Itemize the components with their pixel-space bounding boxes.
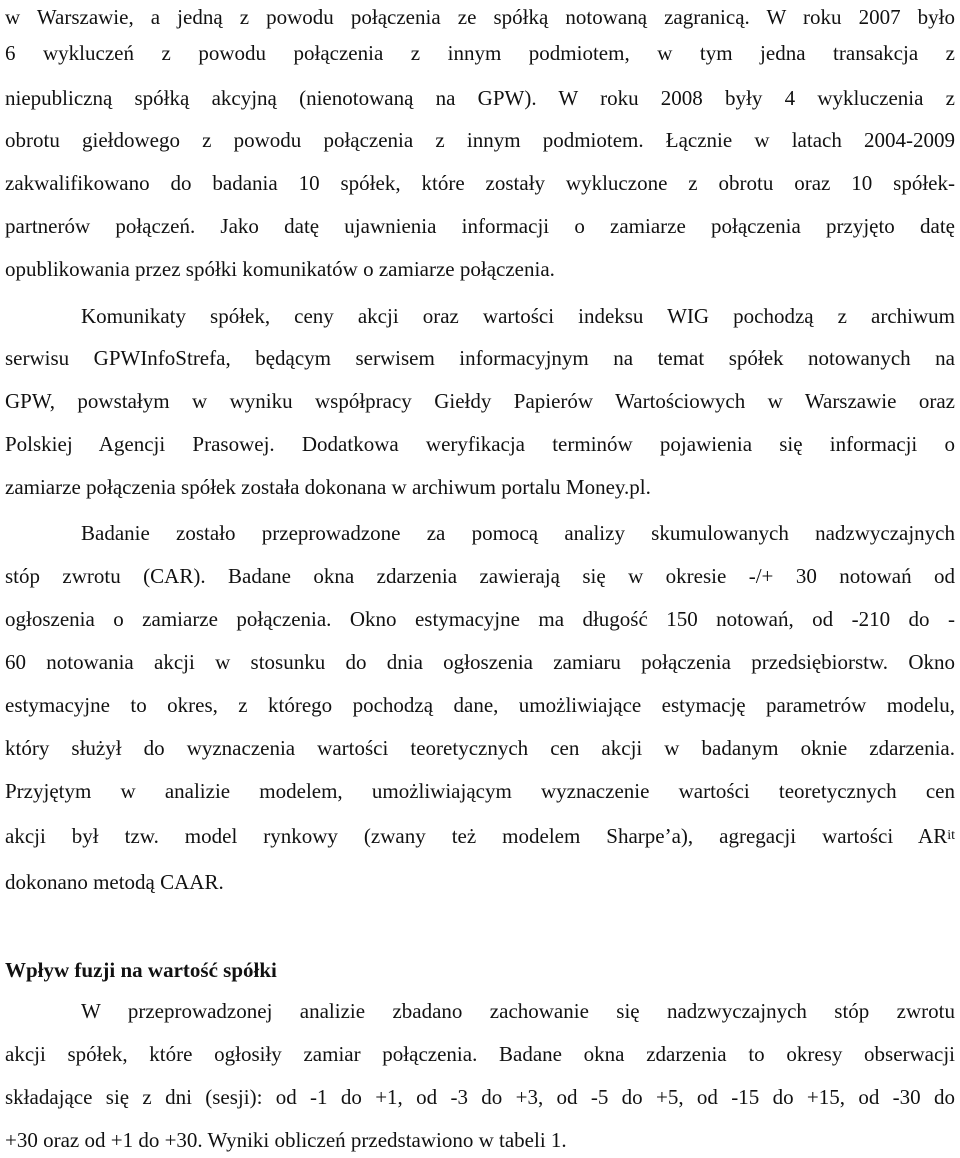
text-line: Przyjętym w analizie modelem, umożliwiającym wyznaczenie wartości teoretycznych cen	[5, 779, 955, 803]
text-line: Komunikaty spółek, ceny akcji oraz wartości indeksu WIG pochodzą z archiwum	[81, 304, 955, 328]
text-line: niepubliczną spółką akcyjną (nienotowaną na GPW). W roku 2008 były 4 wykluczenia z	[5, 86, 955, 110]
text-line: partnerów połączeń. Jako datę ujawnienia informacji o zamiarze połączenia przyjęto datę	[5, 214, 955, 238]
text-line: GPW, powstałym w wyniku współpracy Giełdy Papierów Wartościowych w Warszawie oraz	[5, 389, 955, 413]
text-line: stóp zwrotu (CAR). Badane okna zdarzenia zawierają się w okresie -/+ 30 notowań od	[5, 564, 955, 588]
text-line: serwisu GPWInfoStrefa, będącym serwisem informacyjnym na temat spółek notowanych na	[5, 346, 955, 370]
text-line: Badanie zostało przeprowadzone za pomocą analizy skumulowanych nadzwyczajnych	[81, 521, 955, 545]
text-line: ogłoszenia o zamiarze połączenia. Okno estymacyjne ma długość 150 notowań, od -210 do -	[5, 607, 955, 631]
text-line: W przeprowadzonej analizie zbadano zachowanie się nadzwyczajnych stóp zwrotu	[81, 999, 955, 1023]
text-line: który służył do wyznaczenia wartości teoretycznych cen akcji w badanym oknie zdarzenia.	[5, 736, 955, 760]
text-line: obrotu giełdowego z powodu połączenia z innym podmiotem. Łącznie w latach 2004-2009	[5, 128, 955, 152]
text-line: +30 oraz od +1 do +30. Wyniki obliczeń przedstawiono w tabeli 1.	[5, 1128, 567, 1152]
text-line: w Warszawie, a jedną z powodu połączenia ze spółką notowaną zagranicą. W roku 2007 było	[5, 5, 955, 29]
text-line: estymacyjne to okres, z którego pochodzą dane, umożliwiające estymację parametrów modelu,	[5, 693, 955, 717]
text-line: opublikowania przez spółki komunikatów o zamiarze połączenia.	[5, 257, 555, 281]
text-line: zamiarze połączenia spółek została dokonana w archiwum portalu Money.pl.	[5, 475, 651, 499]
text-line: 60 notowania akcji w stosunku do dnia ogłoszenia zamiaru połączenia przedsiębiorstw. Okno	[5, 650, 955, 674]
text-line: zakwalifikowano do badania 10 spółek, które zostały wykluczone z obrotu oraz 10 spółek-	[5, 171, 955, 195]
ar-subscript: it	[947, 828, 955, 843]
text-line: akcji spółek, które ogłosiły zamiar połączenia. Badane okna zdarzenia to okresy obserwacji	[5, 1042, 955, 1066]
text-line	[5, 821, 955, 851]
ar-line-text: akcji był tzw. model rynkowy (zwany też modelem Sharpe’a), agregacji wartości AR	[5, 824, 948, 848]
text-line: składające się z dni (sesji): od -1 do +1, od -3 do +3, od -5 do +5, od -15 do +15, od -30 do	[5, 1085, 955, 1109]
text-line: Polskiej Agencji Prasowej. Dodatkowa weryfikacja terminów pojawienia się informacji o	[5, 432, 955, 456]
section-heading: Wpływ fuzji na wartość spółki	[5, 958, 277, 982]
text-line: dokonano metodą CAAR.	[5, 870, 224, 894]
text-line: 6 wykluczeń z powodu połączenia z innym podmiotem, w tym jedna transakcja z	[5, 41, 955, 65]
